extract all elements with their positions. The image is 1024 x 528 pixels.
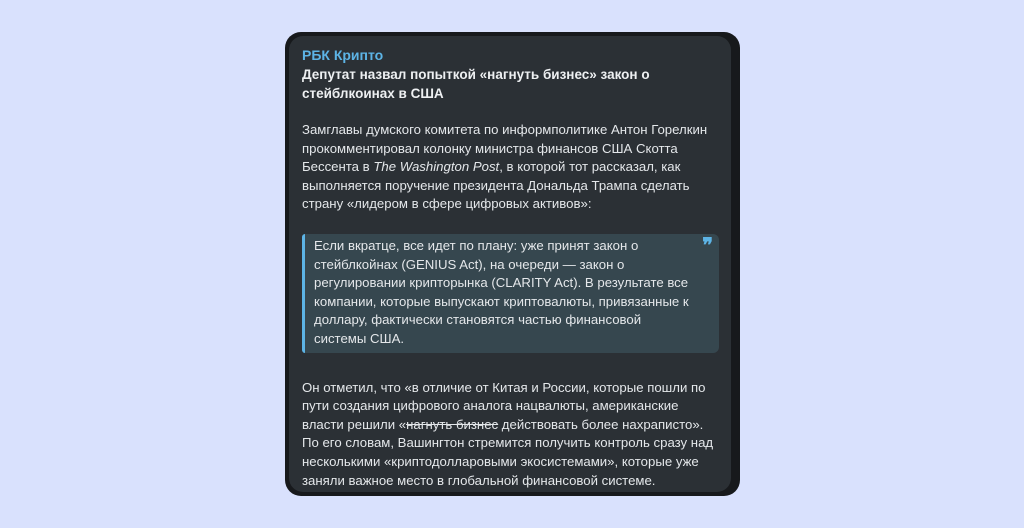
strikethrough-text: нагнуть бизнес [406,416,499,432]
channel-name[interactable]: РБК Крипто [302,47,384,63]
paragraph-2-text-before: Он отметил, что «в отличие от Китая и России, которые пошли по пути создания цифрового аналога нацвалюты, американские власти решили « [302,379,706,432]
quote-text: Если вкратце, все идет по плану: уже принят закон о стейблкойнах (GENIUS Act), на очереди — закон о регулировании крипторынка (CLARITY Act). В результате все компании, которые выпускают криптовалюты, привязанные к доллару, фактически становятся частью финансовой системы США. [314,237,689,346]
paragraph-1-text-after: , в которой тот рассказал, как выполняется поручение президента Дональда Трампа сделать страну «лидером в сфере цифровых активов»: [302,159,690,212]
post-paragraph-2 [302,379,719,491]
paragraph-2-text-after: действовать более нахраписто». По его словам, Вашингтон стремится получить контроль сразу над несколькими «криптодолларовыми экосистемами», которые уже заняли важное место в глобальной финансовой системе. [302,416,714,488]
blockquote [302,234,719,353]
publication-name: The Washington Post [373,159,500,175]
paragraph-1-text-before: Замглавы думского комитета по информполитике Антон Горелкин прокомментировал колонку министра финансов США Скотта Бессента в [302,122,708,175]
message-bubble [289,36,731,492]
quote-icon: ❞ [702,232,713,257]
post-headline: Депутат назвал попыткой «нагнуть бизнес» закон о стейблкоинах в США [302,67,650,101]
post-paragraph-1 [302,121,719,214]
